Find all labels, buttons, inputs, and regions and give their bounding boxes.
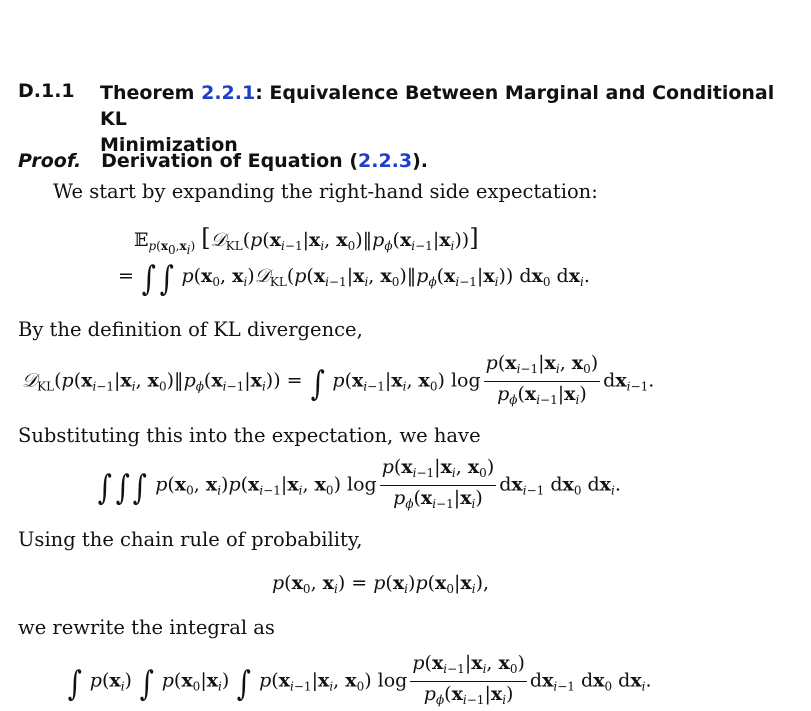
proof-label: Proof. bbox=[18, 150, 82, 172]
paragraph-5: we rewrite the integral as bbox=[18, 616, 275, 639]
equation-rewritten-integral: ∫ $p(x_i)$ ∫ $p(x_0|x_i)$ ∫ $p(x_{i-1}|x_i$, $x_0$) log $\frac{p(x_{i-1}|x_i, x_0)}{p_\phi(x_{i-1}|x_i)}$ $dx_{i-1}$ $dx_0$ $dx_i$. bbox=[67, 652, 652, 707]
equation-ref-link[interactable]: 2.2.3 bbox=[358, 150, 413, 172]
equation-kl-definition: $𝒟_{KL}(p(x_{i-1}|x_i$, $x_0)‖p_\phi(x_{i-1}|x_i)$) = ∫ $p(x_{i-1}|x_i$, $x_0$) log $\frac{p(x_{i-1}|x_i, x_0)}{p_\phi(x_{i-1}|x_i)}$ $dx_{i-1}$. bbox=[22, 352, 655, 407]
section-title-prefix: Theorem bbox=[100, 82, 202, 104]
section-number: D.1.1 bbox=[18, 80, 75, 102]
paragraph-4: Using the chain rule of probability, bbox=[18, 528, 363, 551]
proof-text-suffix: ). bbox=[412, 150, 429, 172]
theorem-ref-link[interactable]: 2.2.1 bbox=[201, 82, 256, 104]
section-title-suffix: : Equivalence Between Marginal and Conditional KL bbox=[100, 82, 775, 130]
paragraph-2: By the definition of KL divergence, bbox=[18, 318, 363, 341]
section-title bbox=[100, 80, 790, 158]
proof-heading bbox=[18, 150, 428, 172]
proof-text-prefix: Derivation of Equation ( bbox=[101, 150, 358, 172]
section-title-line2: Minimization bbox=[100, 134, 238, 156]
equation-chain-rule: $p(x_0$, $x_i) = p(x_i)p(x_0|x_i)$, bbox=[272, 572, 490, 596]
equation-expectation: 𝔼$_{p(x_0,x_i)}$ [$𝒟_{KL}(p(x_{i-1}|x_i$, $x_0)‖p_\phi(x_{i-1}|x_i)$)] bbox=[134, 224, 479, 257]
equation-double-integral: = ∫ ∫ $p(x_0$, $x_i)𝒟_{KL}(p(x_{i-1}|x_i$, $x_0)‖p_\phi(x_{i-1}|x_i)$) $dx_0$ $dx_i$. bbox=[118, 259, 590, 299]
paragraph-3: Substituting this into the expectation, we have bbox=[18, 424, 481, 447]
equation-triple-integral: ∫ ∫ ∫ $p(x_0$, $x_i)p(x_{i-1}|x_i$, $x_0$) log $\frac{p(x_{i-1}|x_i, x_0)}{p_\phi(x_{i-1}|x_i)}$ $dx_{i-1}$ $dx_0$ $dx_i$. bbox=[97, 456, 621, 511]
paragraph-1: We start by expanding the right-hand side expectation: bbox=[53, 180, 598, 203]
